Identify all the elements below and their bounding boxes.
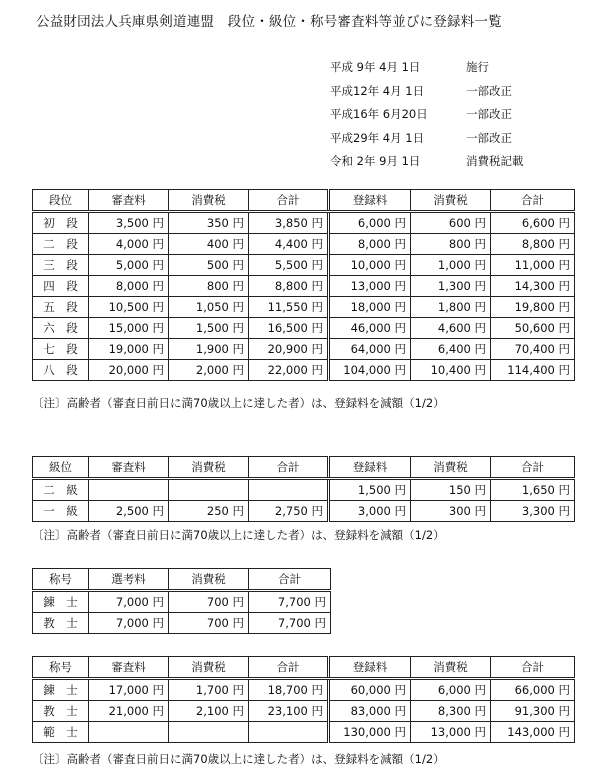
row-label: 七 段 [33, 339, 89, 360]
table-cell [89, 479, 169, 501]
table-cell: 4,400 円 [249, 234, 329, 255]
table-cell: 800 円 [411, 234, 491, 255]
table-cell: 18,000 円 [329, 297, 411, 318]
column-header: 審査料 [89, 457, 169, 479]
column-header: 消費税 [169, 457, 249, 479]
table-cell: 91,300 円 [491, 701, 575, 722]
table-cell: 70,400 円 [491, 339, 575, 360]
column-header: 合計 [249, 190, 329, 212]
table-row [33, 701, 575, 722]
row-label: 範 士 [33, 722, 89, 743]
table-cell: 19,000 円 [89, 339, 169, 360]
revision-entry [330, 103, 524, 127]
row-label: 四 段 [33, 276, 89, 297]
table-cell: 4,600 円 [411, 318, 491, 339]
revision-entry [330, 56, 524, 80]
table-cell: 3,850 円 [249, 212, 329, 234]
revision-date: 平成12年 4月 1日 [330, 83, 425, 98]
revision-entry [330, 80, 524, 104]
column-header: 登録料 [329, 457, 411, 479]
header-row [33, 569, 331, 591]
table-cell: 19,800 円 [491, 297, 575, 318]
table-cell: 7,700 円 [249, 613, 331, 634]
column-header: 消費税 [169, 657, 249, 679]
table-cell: 23,100 円 [249, 701, 329, 722]
table-cell: 6,400 円 [411, 339, 491, 360]
table-cell: 500 円 [169, 255, 249, 276]
table-cell [89, 722, 169, 743]
column-header: 称号 [33, 569, 89, 591]
dan-fee-table [32, 189, 575, 381]
row-label: 錬 士 [33, 679, 89, 701]
table-cell: 21,000 円 [89, 701, 169, 722]
row-label: 八 段 [33, 360, 89, 381]
table-cell: 10,400 円 [411, 360, 491, 381]
row-label: 二 段 [33, 234, 89, 255]
row-label: 錬 士 [33, 591, 89, 613]
table-cell: 11,000 円 [491, 255, 575, 276]
column-header: 級位 [33, 457, 89, 479]
table-cell: 22,000 円 [249, 360, 329, 381]
kyu-table-note: 〔注〕高齢者（審査日前日に満70歳以上に達した者）は、登録料を減額（1/2） [32, 528, 445, 542]
table-cell: 50,600 円 [491, 318, 575, 339]
table-cell: 2,000 円 [169, 360, 249, 381]
table-cell: 18,700 円 [249, 679, 329, 701]
table-cell: 17,000 円 [89, 679, 169, 701]
column-header: 登録料 [329, 190, 411, 212]
table-row [33, 234, 575, 255]
revision-history [330, 56, 524, 174]
table-cell: 6,000 円 [329, 212, 411, 234]
column-header: 消費税 [169, 569, 249, 591]
table-cell: 60,000 円 [329, 679, 411, 701]
table-cell: 8,800 円 [249, 276, 329, 297]
table-cell: 16,500 円 [249, 318, 329, 339]
table-cell: 10,000 円 [329, 255, 411, 276]
table-cell: 10,500 円 [89, 297, 169, 318]
revision-note: 一部改正 [466, 83, 512, 98]
column-header: 審査料 [89, 190, 169, 212]
table-row [33, 339, 575, 360]
table-cell: 8,000 円 [89, 276, 169, 297]
dan-table-note: 〔注〕高齢者（審査日前日に満70歳以上に達した者）は、登録料を減額（1/2） [32, 396, 445, 410]
table-cell: 104,000 円 [329, 360, 411, 381]
table-cell: 7,000 円 [89, 591, 169, 613]
shogo-table-note: 〔注〕高齢者（審査日前日に満70歳以上に達した者）は、登録料を減額（1/2） [32, 752, 445, 766]
column-header: 選考料 [89, 569, 169, 591]
table-cell: 800 円 [169, 276, 249, 297]
table-cell: 1,650 円 [491, 479, 575, 501]
row-label: 一 級 [33, 501, 89, 522]
row-label: 初 段 [33, 212, 89, 234]
table-cell: 8,800 円 [491, 234, 575, 255]
table-cell [169, 479, 249, 501]
revision-date: 平成 9年 4月 1日 [330, 60, 421, 74]
revision-note: 施行 [466, 60, 489, 74]
table-row [33, 591, 331, 613]
column-header: 合計 [491, 457, 575, 479]
table-cell: 700 円 [169, 591, 249, 613]
table-row [33, 613, 331, 634]
table-cell: 4,000 円 [89, 234, 169, 255]
table-cell: 143,000 円 [491, 722, 575, 743]
table-cell: 1,800 円 [411, 297, 491, 318]
table-row [33, 479, 575, 501]
table-cell: 8,000 円 [329, 234, 411, 255]
table-cell: 1,500 円 [329, 479, 411, 501]
revision-date: 平成29年 4月 1日 [330, 130, 425, 145]
shogo-selection-table [32, 568, 331, 634]
column-header: 合計 [249, 657, 329, 679]
table-cell: 46,000 円 [329, 318, 411, 339]
revision-note: 一部改正 [466, 130, 512, 145]
table-cell: 250 円 [169, 501, 249, 522]
table-cell: 2,750 円 [249, 501, 329, 522]
table-cell: 2,100 円 [169, 701, 249, 722]
table-cell: 400 円 [169, 234, 249, 255]
table-cell: 1,050 円 [169, 297, 249, 318]
revision-date: 令和 2年 9月 1日 [330, 154, 421, 168]
table-cell: 1,000 円 [411, 255, 491, 276]
table-row [33, 679, 575, 701]
column-header: 称号 [33, 657, 89, 679]
table-cell: 600 円 [411, 212, 491, 234]
row-label: 六 段 [33, 318, 89, 339]
table-cell: 350 円 [169, 212, 249, 234]
table-cell: 2,500 円 [89, 501, 169, 522]
table-cell: 20,000 円 [89, 360, 169, 381]
column-header: 消費税 [411, 190, 491, 212]
table-cell: 83,000 円 [329, 701, 411, 722]
row-label: 教 士 [33, 701, 89, 722]
table-cell: 3,300 円 [491, 501, 575, 522]
table-cell: 7,700 円 [249, 591, 331, 613]
header-row [33, 190, 575, 212]
revision-note: 一部改正 [466, 107, 512, 121]
table-cell: 150 円 [411, 479, 491, 501]
page-title: 公益財団法人兵庫県剣道連盟 段位・級位・称号審査料等並びに登録料一覧 [36, 14, 502, 30]
table-cell: 1,500 円 [169, 318, 249, 339]
table-row [33, 501, 575, 522]
column-header: 合計 [491, 190, 575, 212]
revision-note: 消費税記載 [466, 154, 524, 168]
table-cell: 7,000 円 [89, 613, 169, 634]
table-cell: 5,000 円 [89, 255, 169, 276]
table-cell: 14,300 円 [491, 276, 575, 297]
header-row [33, 657, 575, 679]
column-header: 消費税 [169, 190, 249, 212]
row-label: 二 級 [33, 479, 89, 501]
table-row [33, 318, 575, 339]
table-cell: 1,700 円 [169, 679, 249, 701]
table-cell: 1,900 円 [169, 339, 249, 360]
table-cell: 5,500 円 [249, 255, 329, 276]
table-cell: 13,000 円 [329, 276, 411, 297]
table-cell [249, 722, 329, 743]
shogo-fee-table [32, 656, 575, 743]
revision-entry [330, 127, 524, 151]
row-label: 五 段 [33, 297, 89, 318]
table-row [33, 297, 575, 318]
table-cell: 15,000 円 [89, 318, 169, 339]
revision-date: 平成16年 6月20日 [330, 107, 428, 121]
column-header: 消費税 [411, 657, 491, 679]
table-cell: 114,400 円 [491, 360, 575, 381]
column-header: 登録料 [329, 657, 411, 679]
table-cell: 13,000 円 [411, 722, 491, 743]
header-row [33, 457, 575, 479]
table-row [33, 255, 575, 276]
table-cell: 64,000 円 [329, 339, 411, 360]
table-cell: 3,000 円 [329, 501, 411, 522]
kyu-fee-table [32, 456, 575, 522]
column-header: 合計 [249, 457, 329, 479]
row-label: 三 段 [33, 255, 89, 276]
revision-entry [330, 150, 524, 174]
table-row [33, 276, 575, 297]
table-cell: 130,000 円 [329, 722, 411, 743]
table-cell: 6,000 円 [411, 679, 491, 701]
table-cell [169, 722, 249, 743]
table-cell: 20,900 円 [249, 339, 329, 360]
table-cell: 3,500 円 [89, 212, 169, 234]
table-row [33, 722, 575, 743]
table-cell: 300 円 [411, 501, 491, 522]
table-cell: 700 円 [169, 613, 249, 634]
table-cell: 11,550 円 [249, 297, 329, 318]
row-label: 教 士 [33, 613, 89, 634]
table-cell: 8,300 円 [411, 701, 491, 722]
column-header: 消費税 [411, 457, 491, 479]
column-header: 審査料 [89, 657, 169, 679]
column-header: 合計 [491, 657, 575, 679]
table-cell: 66,000 円 [491, 679, 575, 701]
column-header: 合計 [249, 569, 331, 591]
table-row [33, 212, 575, 234]
table-cell: 6,600 円 [491, 212, 575, 234]
table-row [33, 360, 575, 381]
table-cell [249, 479, 329, 501]
table-cell: 1,300 円 [411, 276, 491, 297]
column-header: 段位 [33, 190, 89, 212]
